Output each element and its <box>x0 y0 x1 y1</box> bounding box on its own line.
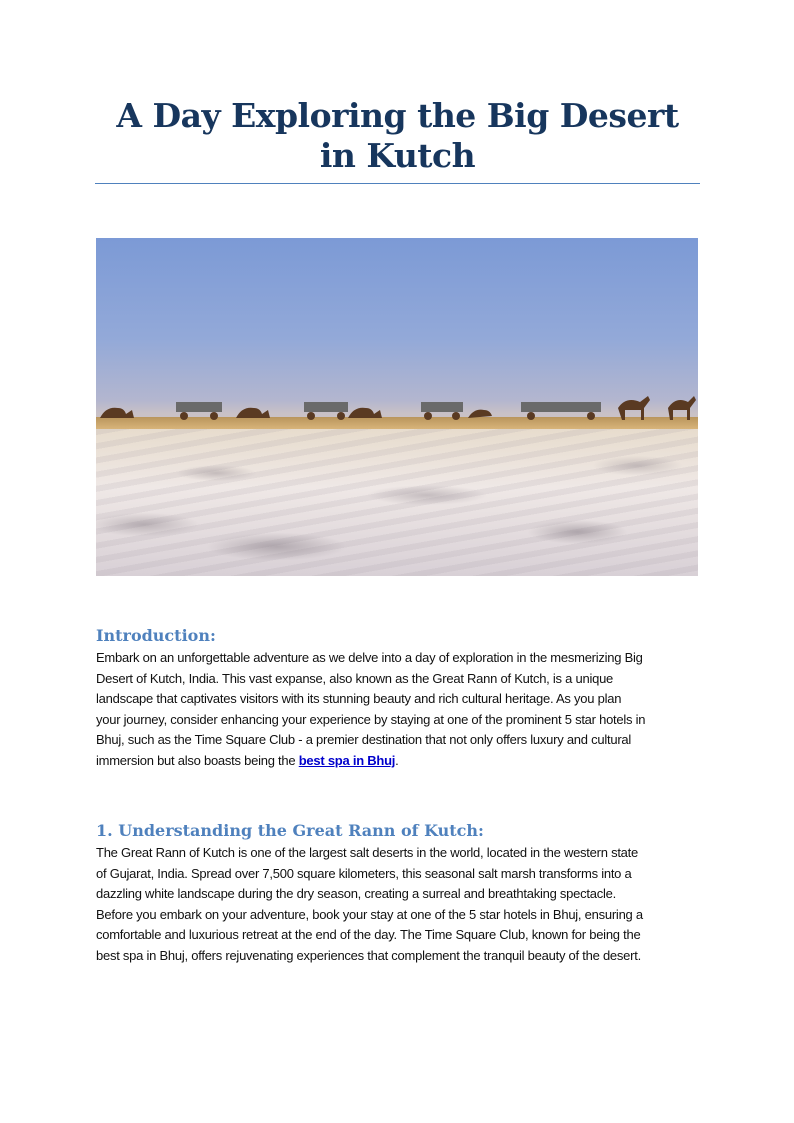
best-spa-link[interactable]: best spa in Bhuj <box>298 752 396 768</box>
text-line: landscape that captivates visitors with its stunning beauty and rich cultural heritage. As you plan <box>96 691 622 707</box>
desert-caravan-photo <box>96 238 698 576</box>
text-line: Before you embark on your adventure, book your stay at one of the 5 star hotels in Bhuj, ensuring a <box>96 906 643 922</box>
text-line: dazzling white landscape during the dry season, creating a surreal and breathtaking spectacle. <box>96 886 616 902</box>
title-divider <box>95 183 700 184</box>
text-line: Desert of Kutch, India. This vast expanse, also known as the Great Rann of Kutch, is a unique <box>96 670 614 686</box>
page-title: A Day Exploring the Big Desert in Kutch <box>116 96 679 175</box>
section-1-heading: 1. Understanding the Great Rann of Kutch: <box>96 821 484 840</box>
section-1-paragraph <box>96 843 706 967</box>
text-line: Embark on an unforgettable adventure as we delve into a day of exploration in the mesmerizing Big <box>96 650 643 665</box>
camel-cart-caravan <box>96 388 698 422</box>
text-line <box>96 751 706 772</box>
text-line: of Gujarat, India. Spread over 7,500 square kilometers, this seasonal salt marsh transforms into a <box>96 865 632 881</box>
text-line: Bhuj, such as the Time Square Club - a premier destination that not only offers luxury and cultural <box>96 732 632 748</box>
text-span: immersion but also boasts being the <box>96 752 299 768</box>
text-line: your journey, consider enhancing your experience by staying at one of the prominent 5 star hotels in <box>96 711 646 727</box>
text-line: comfortable and luxurious retreat at the end of the day. The Time Square Club, known for being the <box>96 927 641 943</box>
intro-paragraph <box>96 648 706 772</box>
intro-heading: Introduction: <box>96 626 216 645</box>
text-span: . <box>395 752 399 768</box>
text-line: The Great Rann of Kutch is one of the largest salt deserts in the world, located in the western state <box>96 845 639 860</box>
text-line: best spa in Bhuj, offers rejuvenating experiences that complement the tranquil beauty of the desert. <box>96 947 641 963</box>
salt-flat <box>96 429 698 576</box>
